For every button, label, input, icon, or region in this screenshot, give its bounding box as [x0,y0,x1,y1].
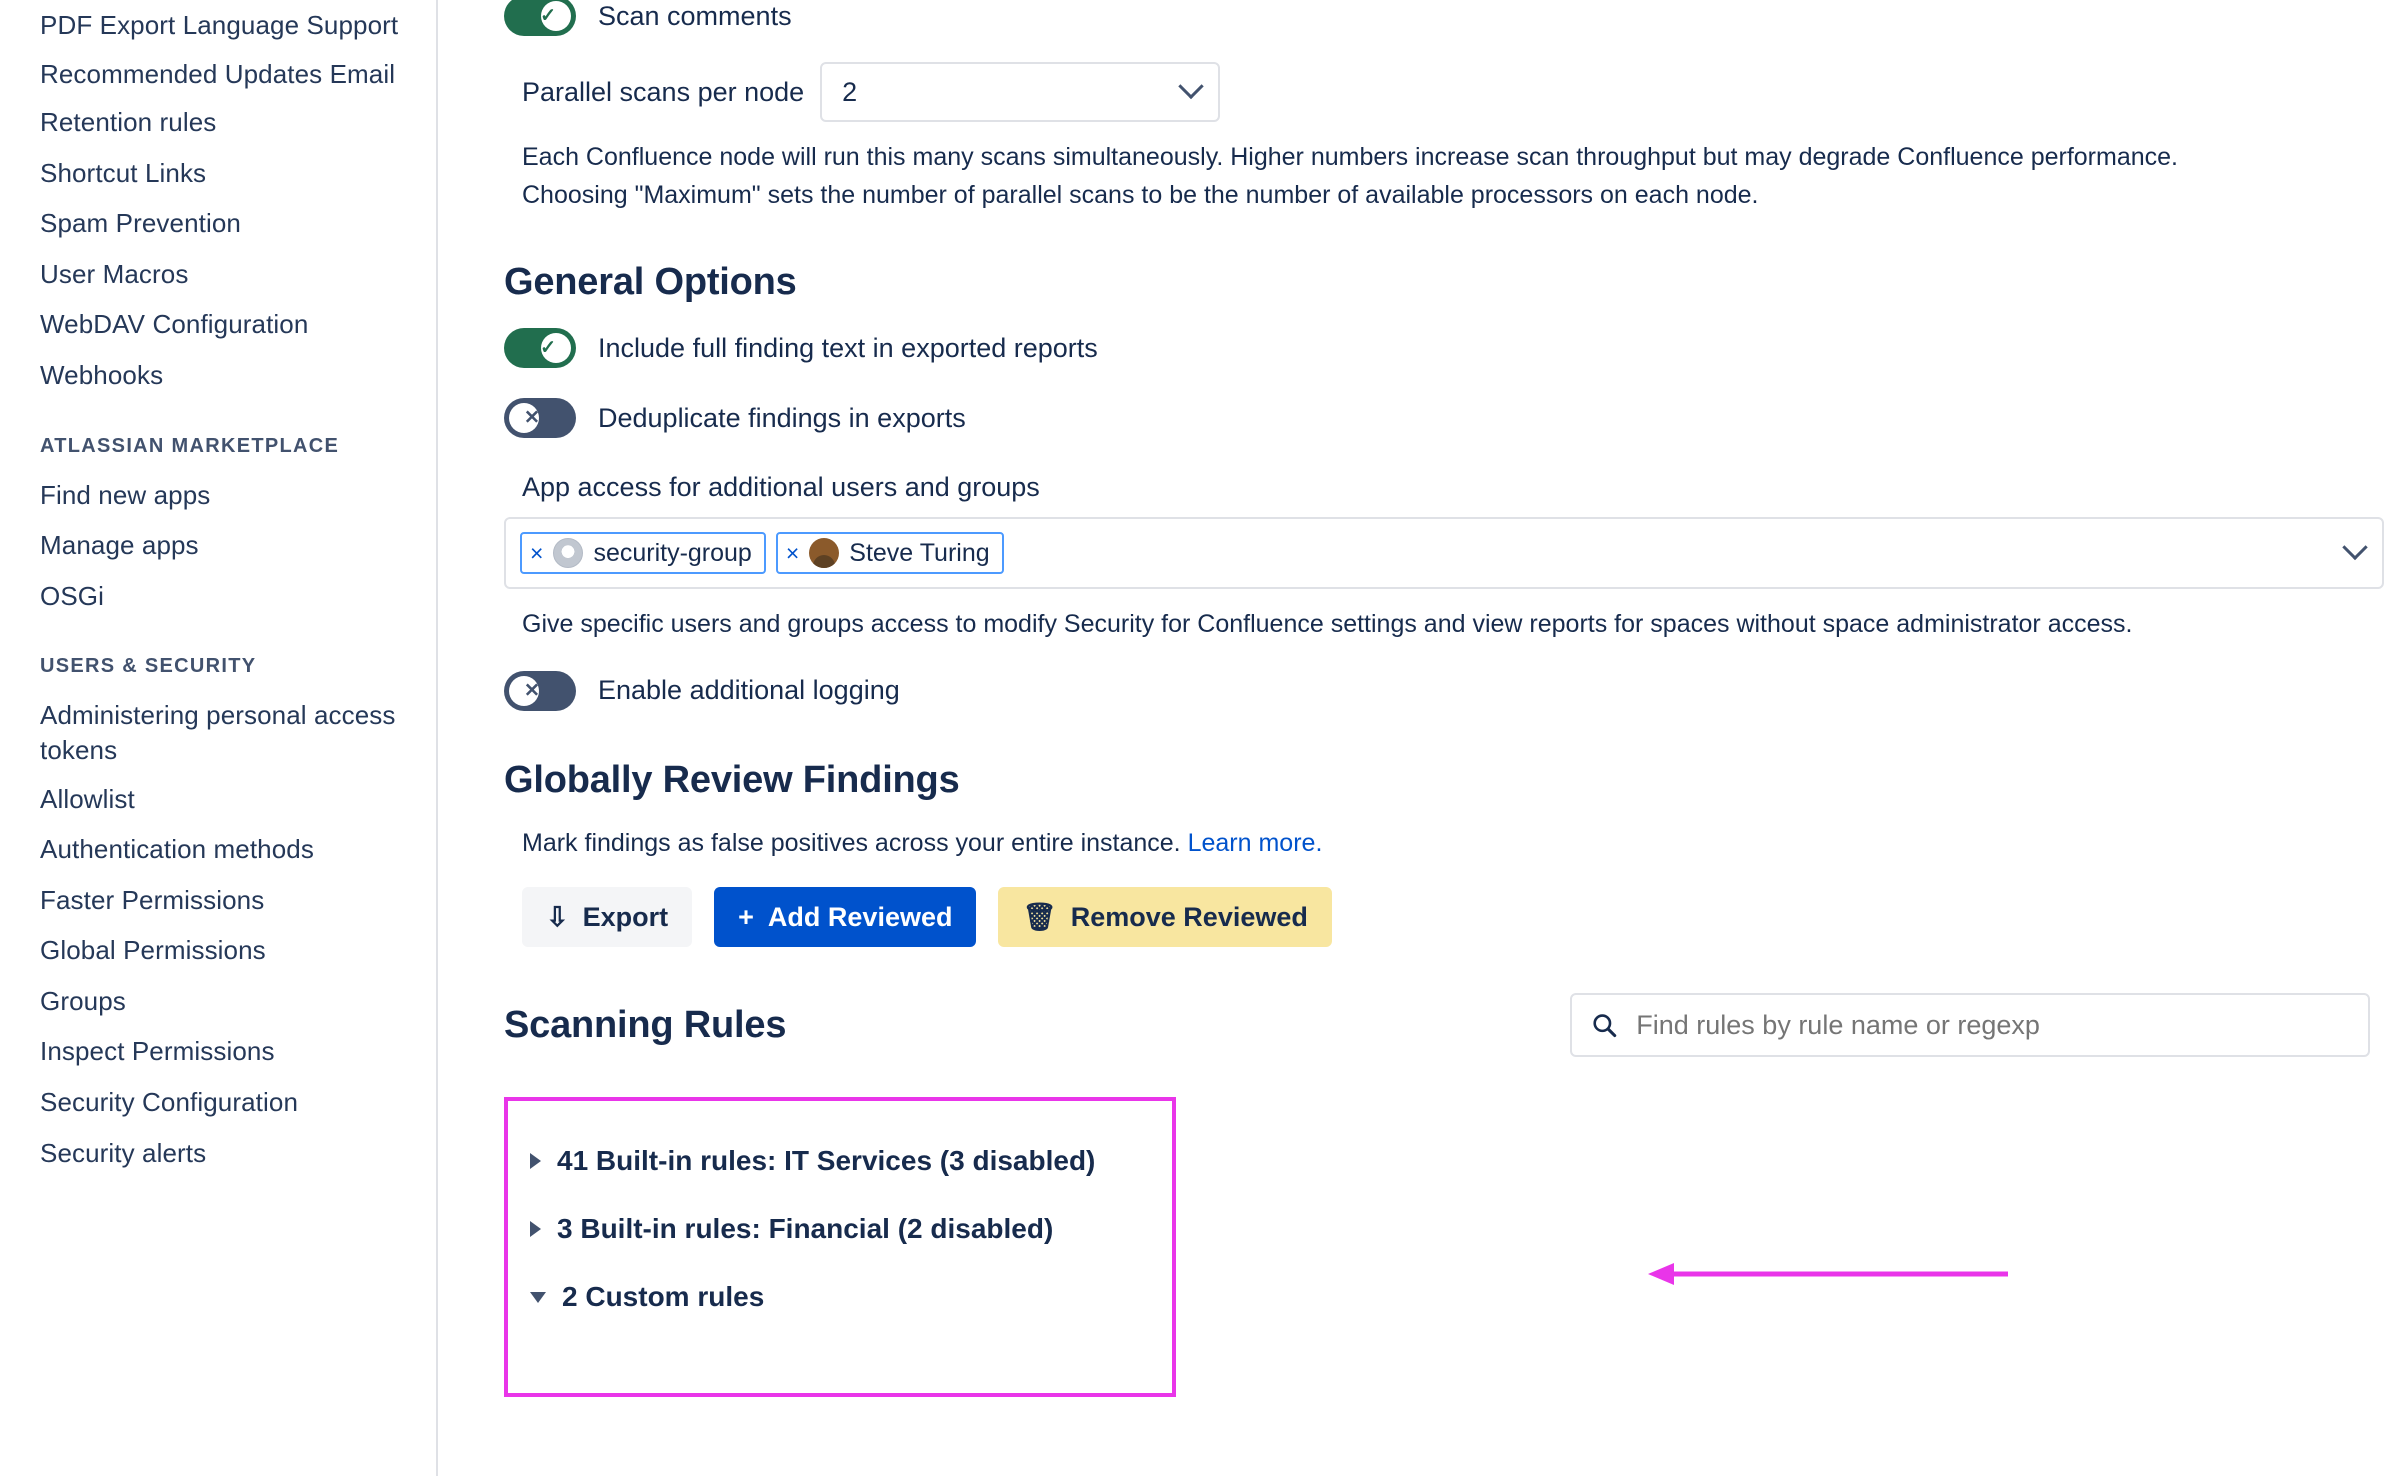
search-icon [1590,1010,1618,1040]
export-icon: ⇩ [546,901,569,932]
sidebar-item-manage-apps[interactable]: Manage apps [40,530,199,561]
sidebar-item-pdf-export-language-support[interactable]: PDF Export Language Support [40,10,399,40]
parallel-scans-select[interactable] [820,62,1220,122]
settings-main [438,0,2400,1476]
chip-steve-turing[interactable] [776,532,1004,574]
app-access-multiselect[interactable] [504,517,2384,589]
annotation-arrow [1648,1259,2013,1289]
deduplicate-label: Deduplicate findings in exports [598,402,966,433]
chevron-right-icon [530,1221,541,1237]
chip-label: security-group [593,538,752,567]
add-reviewed-button[interactable] [714,887,976,947]
sidebar-item-webhooks[interactable]: Webhooks [40,360,164,391]
rule-group-custom-rules[interactable] [508,1263,1172,1331]
sidebar-item-allowlist[interactable]: Allowlist [40,783,135,814]
sidebar-item-spam-prevention[interactable]: Spam Prevention [40,208,241,239]
sidebar-item-faster-permissions[interactable]: Faster Permissions [40,884,265,915]
sidebar-item-security-alerts[interactable]: Security alerts [40,1137,207,1168]
sidebar-item-find-new-apps[interactable]: Find new apps [40,479,211,510]
parallel-scans-value: 2 [842,76,858,107]
rule-group-financial[interactable] [508,1195,1172,1263]
sidebar-item-user-macros[interactable]: User Macros [40,258,189,289]
learn-more-link[interactable]: Learn more. [1187,828,1323,857]
rule-group-label: 41 Built-in rules: IT Services (3 disabled) [557,1145,1096,1176]
review-button-row [522,887,2370,947]
scanning-rules-header [504,993,2370,1057]
user-avatar [809,538,839,568]
sidebar-section-users-security: USERS & SECURITY [40,655,257,678]
scan-comments-row [504,0,2370,36]
chip-security-group[interactable] [520,532,766,574]
parallel-scans-help-1: Each Confluence node will run this many scans simultaneously. Higher numbers increase scan throughput but may degrade Confluence performance. [522,143,2178,171]
plus-icon: + [738,901,754,932]
sidebar-item-shortcut-links[interactable]: Shortcut Links [40,157,207,188]
remove-reviewed-label: Remove Reviewed [1070,901,1308,932]
review-description: Mark findings as false positives across your entire instance. [522,828,1181,857]
add-reviewed-label: Add Reviewed [767,901,953,932]
globally-review-findings-heading: Globally Review Findings [504,758,960,801]
include-full-text-toggle[interactable]: ✓ [504,328,576,368]
app-access-help: Give specific users and groups access to modify Security for Confluence settings and view reports for spaces without space administrator access. [522,610,2133,638]
chip-remove-icon[interactable]: × [530,539,544,566]
chevron-down-icon [530,1292,546,1303]
sidebar-section-marketplace: ATLASSIAN MARKETPLACE [40,434,340,457]
parallel-scans-help-2: Choosing "Maximum" sets the number of parallel scans to be the number of available processors on each node. [522,180,1759,209]
additional-logging-toggle[interactable]: ✕ [504,671,576,711]
rule-group-label: 3 Built-in rules: Financial (2 disabled) [557,1213,1054,1244]
export-button[interactable] [522,887,692,947]
include-full-text-label: Include full finding text in exported reports [598,332,1098,363]
scanning-rules-heading: Scanning Rules [504,1003,787,1046]
additional-logging-row [504,671,2370,711]
sidebar-item-recommended-updates-email[interactable]: Recommended Updates Email [40,58,396,89]
chevron-right-icon [530,1153,541,1169]
deduplicate-row [504,398,2370,438]
export-label: Export [582,901,669,932]
chevron-down-icon [1178,74,1203,99]
chip-remove-icon[interactable]: × [785,539,800,566]
admin-sidebar [0,0,438,1476]
include-full-text-row [504,328,2370,368]
additional-logging-label: Enable additional logging [598,675,900,705]
scan-comments-toggle[interactable]: ✓ [504,0,576,36]
remove-reviewed-button[interactable] [998,887,1331,947]
deduplicate-toggle[interactable]: ✕ [504,398,576,438]
parallel-scans-label: Parallel scans per node [522,76,805,107]
sidebar-item-groups[interactable]: Groups [40,985,126,1016]
rules-search-box[interactable] [1570,993,2370,1057]
rule-group-it-services[interactable] [508,1127,1172,1195]
sidebar-item-global-permissions[interactable]: Global Permissions [40,935,266,966]
general-options-heading: General Options [504,261,797,303]
scanning-rules-list [504,1097,1176,1397]
parallel-scans-row [504,62,2370,122]
rule-group-label: 2 Custom rules [562,1281,765,1312]
chip-label: Steve Turing [849,538,990,567]
sidebar-item-inspect-permissions[interactable]: Inspect Permissions [40,1036,275,1067]
rules-search-input[interactable] [1634,1009,2350,1042]
sidebar-item-security-configuration[interactable]: Security Configuration [40,1086,298,1117]
sidebar-item-osgi[interactable]: OSGi [40,580,104,611]
sidebar-item-webdav-configuration[interactable]: WebDAV Configuration [40,309,309,340]
sidebar-item-authentication-methods[interactable]: Authentication methods [40,834,314,865]
sidebar-item-retention-rules[interactable]: Retention rules [40,107,217,138]
group-avatar-icon [553,538,583,568]
sidebar-item-administering-personal-access-tokens[interactable]: Administering personal access tokens [40,700,396,765]
chevron-down-icon[interactable] [2342,535,2367,560]
trash-icon: 🗑 [1022,902,1057,932]
app-access-label: App access for additional users and groups [522,472,1040,502]
scan-comments-label: Scan comments [598,0,792,31]
review-description-row [504,826,2204,862]
